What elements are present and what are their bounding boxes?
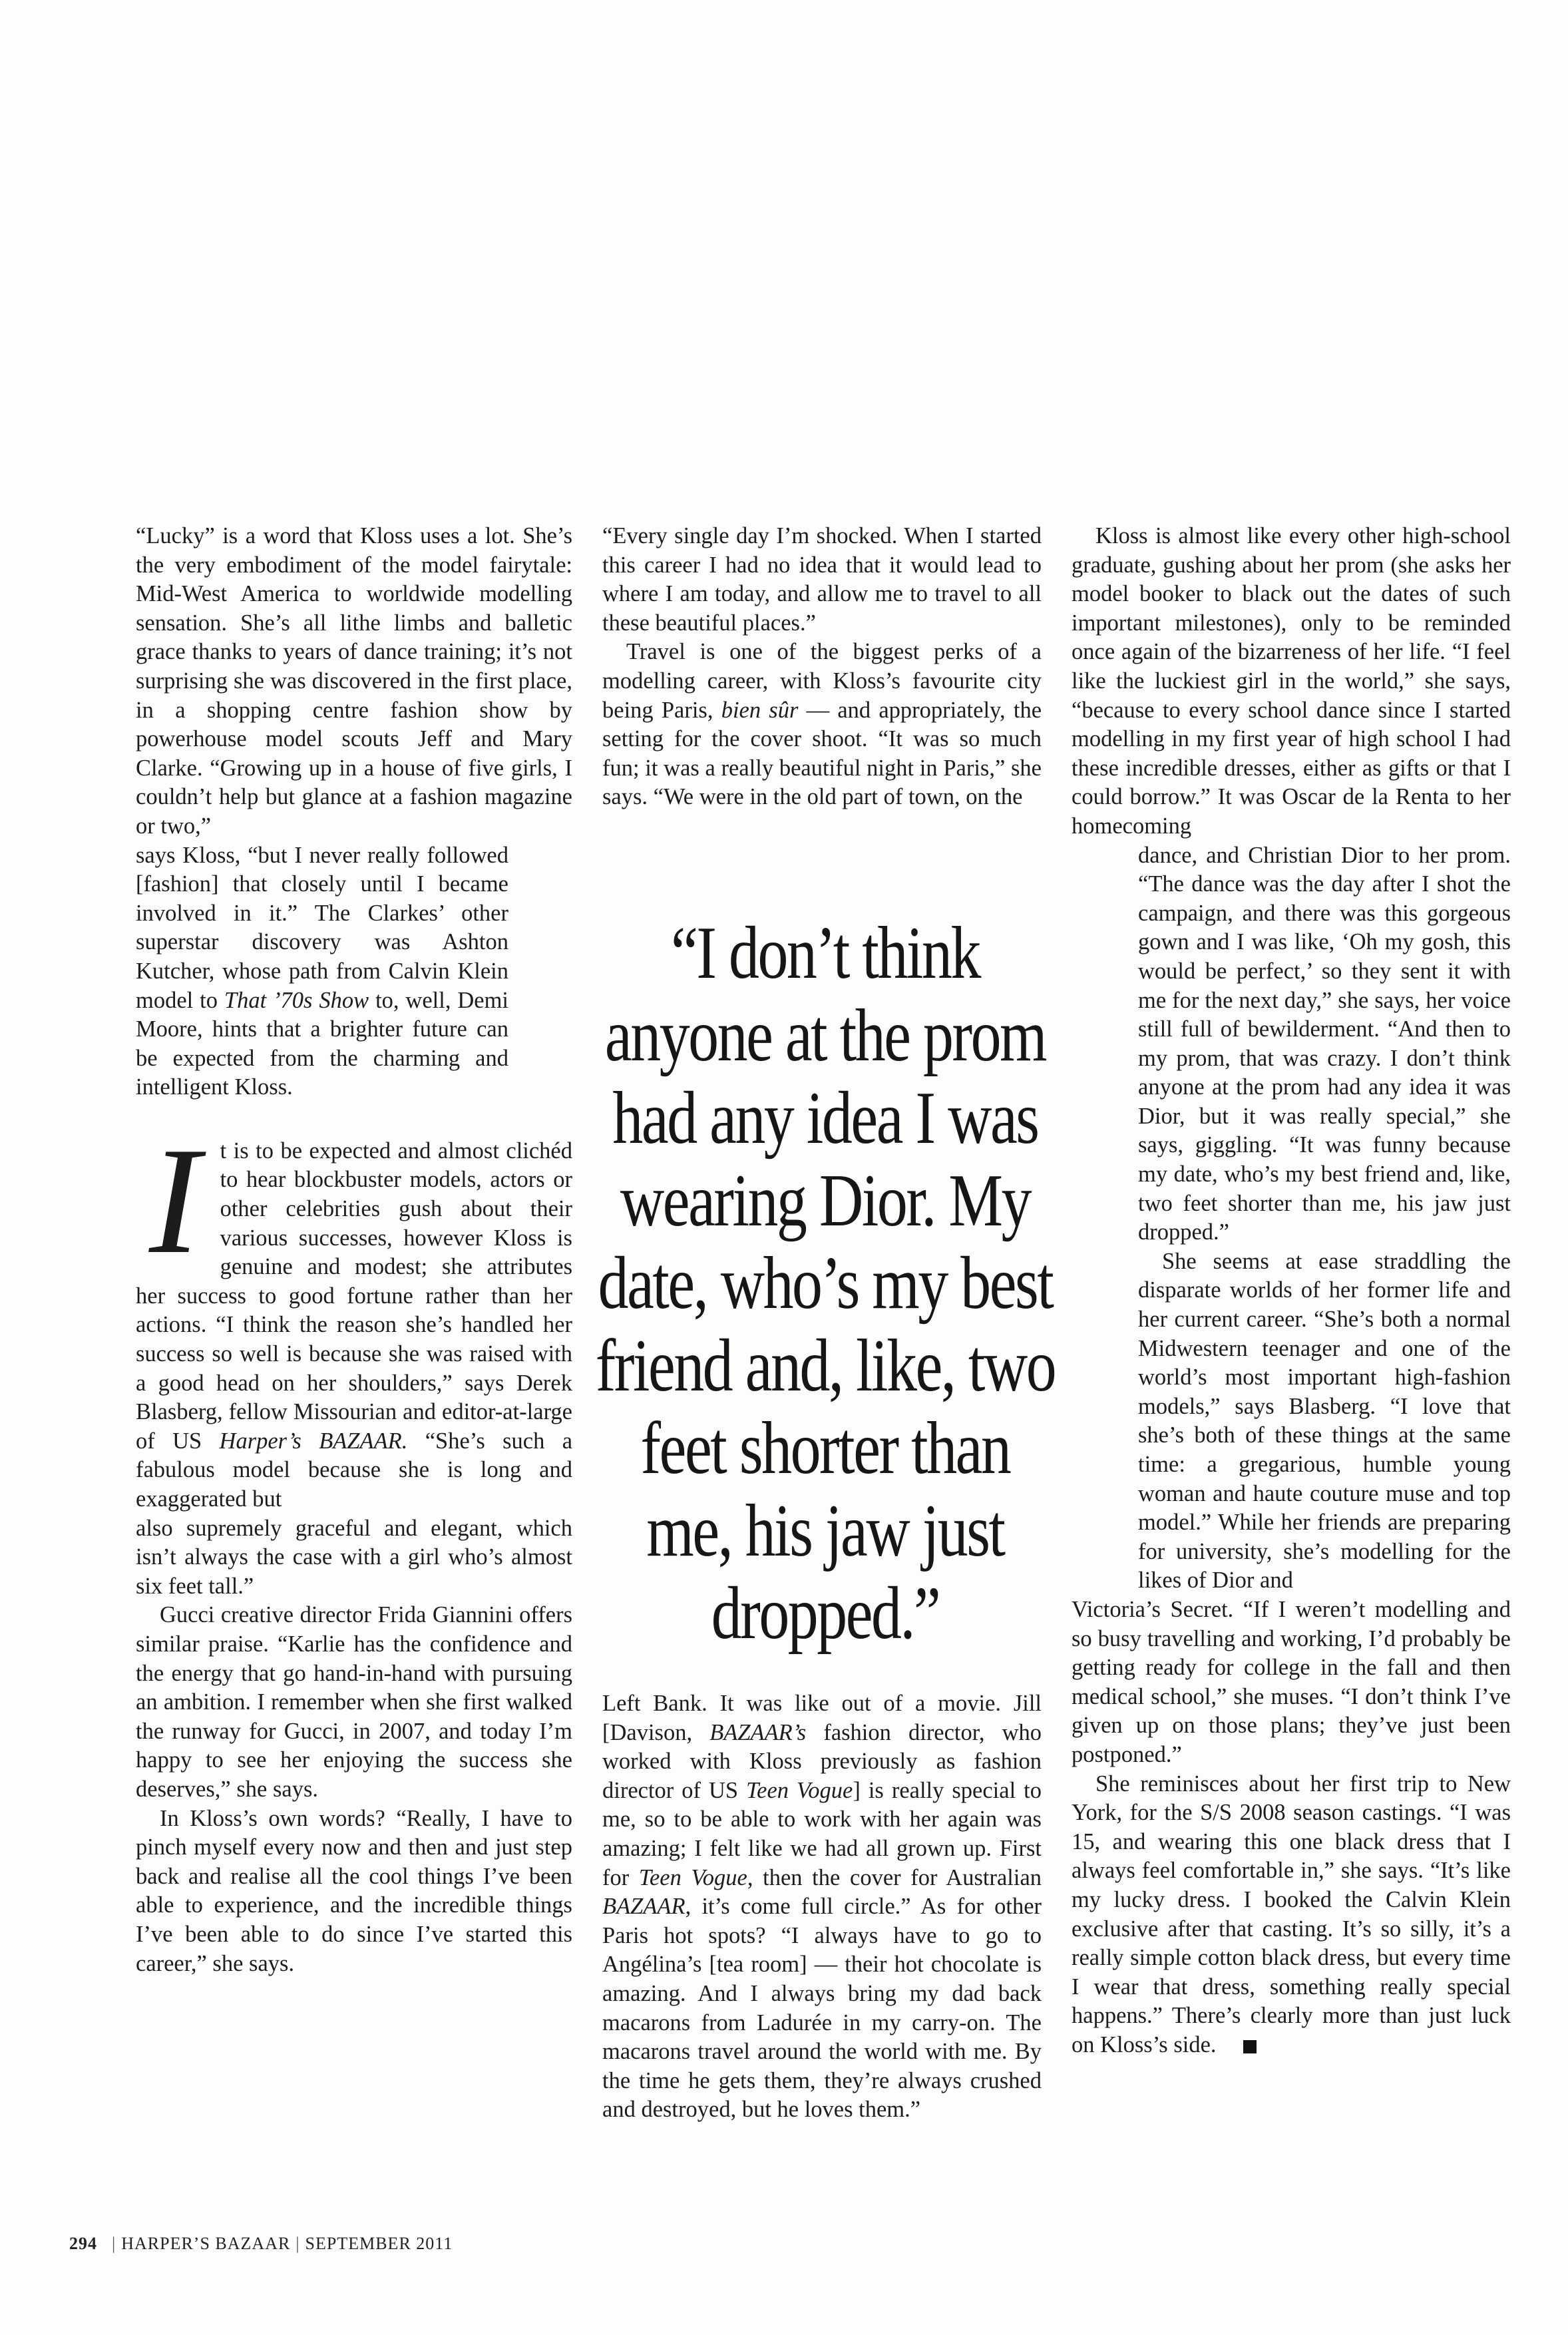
paragraph: also supremely graceful and elegant, which isn’t always the case with a girl who’s almost six feet tall.” bbox=[136, 1515, 572, 1599]
paragraph bbox=[602, 1689, 1042, 2125]
narrow-text-block bbox=[1072, 841, 1511, 1595]
italic-title: Harper’s BAZAAR. bbox=[219, 1428, 408, 1454]
text-run: ] is really special to me, so to be able to work with her again was amazing; I felt like we had all grown up. First for bbox=[602, 1777, 1042, 1890]
paragraph: In Kloss’s own words? “Really, I have to pinch myself every now and then and just step back and realise all the cool things I’ve been able to experience, and the incredible things I’ve been able to do since I’ve started this career,” she says. bbox=[136, 1805, 572, 1976]
italic-title: BAZAAR’s bbox=[709, 1719, 807, 1745]
article-column-2-bottom bbox=[602, 1689, 1042, 2125]
text-run: t is to be expected and almost clichéd to hear blockbuster models, actors or other celebrities gush about their various successes, however Kloss is genuine and modest; she attributes her success to good fortune rather than her actions. “I think the reason she’s handled her success so well is because she was raised with a good head on her shoulders,” says Derek Blasberg, fellow Missourian and editor-at-large of US bbox=[136, 1138, 572, 1454]
paragraph: Gucci creative director Frida Giannini offers similar praise. “Karlie has the confidence and the energy that go hand-in-hand with pursuing an ambition. I remember when she first walked the runway for Gucci, in 2007, and today I’m happy to see her enjoying the success she deserves,” she says. bbox=[136, 1602, 572, 1802]
text-run: fashion director, who worked with Kloss previously as fashion director of US bbox=[602, 1719, 1042, 1803]
italic-title: That ’70s Show bbox=[224, 987, 369, 1013]
article-column-1 bbox=[136, 522, 572, 1978]
magazine-name: HARPER’S BAZAAR bbox=[121, 2234, 291, 2253]
page-footer bbox=[69, 2234, 453, 2254]
italic-title: Teen Vogue bbox=[638, 1864, 747, 1890]
paragraph: “Every single day I’m shocked. When I started this career I had no idea that it would lead to where I am today, and allow me to travel to all these beautiful places.” bbox=[602, 523, 1042, 636]
text-run: — and appropriately, the setting for the cover shoot. “It was so much fun; it was a really beautiful night in Paris,” she says. “We were in the old part of town, on the bbox=[602, 697, 1042, 810]
text-run: “She’s such a fabulous model because she is long and exaggerated but bbox=[136, 1428, 573, 1512]
text-run: Travel is one of the biggest perks of a modelling career, with Kloss’s favourite city being Paris, bbox=[602, 639, 1042, 723]
italic-title: Teen Vogue bbox=[746, 1777, 853, 1803]
issue-date: SEPTEMBER 2011 bbox=[305, 2234, 453, 2253]
end-mark-square-icon bbox=[1243, 2040, 1257, 2053]
paragraph bbox=[602, 638, 1042, 812]
paragraph: “Lucky” is a word that Kloss uses a lot. She’s the very embodiment of the model fairytale: Mid-West America to worldwide modelling sensation. She’s all lithe limbs and balletic grace thanks to years of dance training; it’s not surprising she was discovered in the first place, in a shopping centre fashion show by powerhouse model scouts Jeff and Mary Clarke. “Growing up in a house of five girls, I couldn’t help but glance at a fashion magazine or two,” bbox=[136, 523, 572, 839]
italic-phrase: bien sûr bbox=[721, 697, 799, 723]
pull-quote: “I don’t think anyone at the prom had any idea I was wearing Dior. My date, who’s my best friend and, like, two feet shorter than me, his jaw just dropped.” bbox=[595, 912, 1056, 1655]
italic-title: BAZAAR bbox=[602, 1894, 686, 1920]
article-column-3 bbox=[1072, 522, 1511, 2059]
paragraph: Kloss is almost like every other high-school graduate, gushing about her prom (she asks her model booker to black out the dates of such important milestones), only to be reminded once again of the bizarreness of her life. “I feel like the luckiest girl in the world,” she says, “because to every school dance since I started modelling in my first year of high school I had these incredible dresses, either as gifts or that I could borrow.” It was Oscar de la Renta to her homecoming bbox=[1072, 523, 1511, 839]
paragraph: dance, and Christian Dior to her prom. “The dance was the day after I shot the campaign, and there was this gorgeous gown and I was like, ‘Oh my gosh, this would be perfect,’ so they sent it with me for the next day,” she says, her voice still full of bewilderment. “And then to my prom, that was crazy. I don’t think anyone at the prom had any idea it was Dior, but it was really special,” she says, giggling. “It was funny because my date, who’s my best friend and, like, two feet shorter than me, his jaw just dropped.” bbox=[1138, 842, 1511, 1245]
paragraph: She seems at ease straddling the disparate worlds of her former life and her current career. “She’s both a normal Midwestern teenager and one of the world’s most important high-fashion models,” says Blasberg. “I love that she’s both of these things at the same time: a gregarious, humble young woman and haute couture muse and top model.” While her friends are preparing for university, she’s modelling for the likes of Dior and bbox=[1138, 1248, 1511, 1593]
text-run: She reminisces about her first trip to New York, for the S/S 2008 season castings. “I was 15, and wearing this one black dress that I always feel comfortable in,” she says. “It’s like my lucky dress. I booked the Calvin Klein exclusive after that casting. It’s so silly, it’s a really simple cotton black dress, but every time I wear that dress, something really special happens.” There’s clearly more than just luck on Kloss’s side. bbox=[1072, 1771, 1511, 2057]
text-run: Left Bank. It was like out of a movie. Jill [Davison, bbox=[602, 1691, 1042, 1745]
paragraph bbox=[1072, 1770, 1511, 2060]
dropcap-letter: I bbox=[149, 1115, 200, 1285]
text-run: , it’s come full circle.” As for other Paris hot spots? “I always have to go to Angélina’s [tea room] — their hot chocolate is amazing. And I always bring my dad back macarons from Ladurée in my carry-on. The macarons travel around the world with me. By the time he gets them, they’re always crushed and destroyed, but he loves them.” bbox=[602, 1894, 1042, 2123]
separator: | bbox=[295, 2234, 300, 2253]
text-run: to, well, Demi Moore, hints that a brighter future can be expected from the charming and intelligent Kloss. bbox=[136, 987, 509, 1100]
separator: | bbox=[112, 2234, 116, 2253]
article-column-2-top bbox=[602, 522, 1042, 812]
text-run: , then the cover for Australian bbox=[747, 1864, 1042, 1890]
page-number: 294 bbox=[69, 2234, 97, 2253]
text-run: says Kloss, “but I never really followed [fashion] that closely until I became involved in it.” The Clarkes’ other superstar discovery was Ashton Kutcher, whose path from Calvin Klein model to bbox=[136, 842, 508, 1013]
dropcap-paragraph bbox=[136, 1115, 573, 1514]
narrow-text-block bbox=[136, 841, 508, 1102]
paragraph: Victoria’s Secret. “If I weren’t modelling and so busy travelling and working, I’d probably be getting ready for college in the fall and then medical school,” she muses. “I don’t think I’ve given up on those plans; they’ve just been postponed.” bbox=[1072, 1596, 1511, 1767]
